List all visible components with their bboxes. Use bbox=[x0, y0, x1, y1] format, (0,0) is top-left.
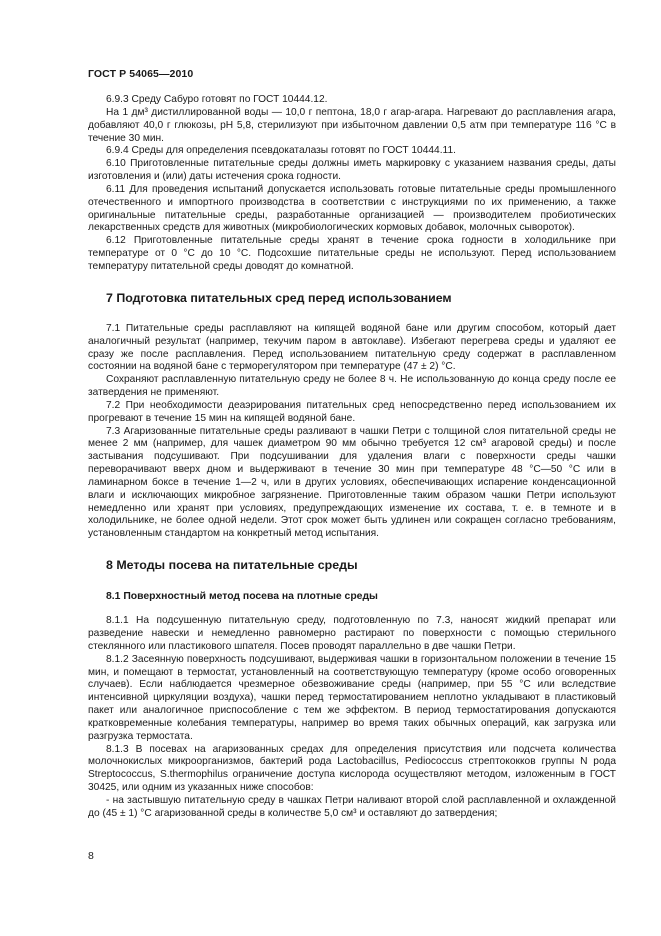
section-8-1-heading: 8.1 Поверхностный метод посева на плотные среды bbox=[106, 591, 378, 603]
paragraph-7-1-storage: Сохраняют расплавленную питательную среду не более 8 ч. Не использованную до конца среду после ее затвердения не применяют. bbox=[88, 374, 616, 399]
section-8-heading: 8 Методы посева на питательные среды bbox=[106, 558, 358, 573]
paragraph-7-1: 7.1 Питательные среды расплавляют на кипящей водяной бане или другим способом, который дает аналогичный результат (например, текучим паром в автоклаве). Избегают перегрева среды и удаляют ее сразу же после расплавления. Перед использованием питательную среду содержат в расплавленном состоянии на водяной бане с терморегулятором при температуре (47 ± 2) °С. bbox=[88, 322, 616, 373]
paragraph-8-1-3-method-a: - на застывшую питательную среду в чашках Петри наливают второй слой расплавленной и охлажденной до (45 ± 1) °С агаризованной среды в количестве 5,0 см³ и оставляют до затвердения; bbox=[88, 794, 616, 819]
paragraph-6-12: 6.12 Приготовленные питательные среды хранят в течение срока годности в холодильнике при температуре от 0 °С до 10 °С. Подсохшие питательные среды не используют. Перед использованием температуру питательной среды доводят до комнатной. bbox=[88, 235, 616, 272]
document-body bbox=[88, 94, 616, 821]
paragraph-6-10: 6.10 Приготовленные питательные среды должны иметь маркировку с указанием названия среды, даты изготовления и (или) даты истечения срока годности. bbox=[88, 158, 616, 183]
paragraph-6-9-3: 6.9.3 Среду Сабуро готовят по ГОСТ 10444.12. bbox=[106, 94, 328, 105]
document-header: ГОСТ Р 54065—2010 bbox=[88, 68, 194, 80]
paragraph-7-3: 7.3 Агаризованные питательные среды разливают в чашки Петри с толщиной слоя питательной среды не менее 2 мм (например, для чашек диаметром 90 мм обычно требуется 12 см³ агаровой среды) и после застывания подсушивают. При подсушивании для удаления влаги с поверхности среды чашки переворачивают вверх дном и выдерживают в течение 30 мин при температуре 48 °С—50 °С или в ламинарном боксе в течение 1—2 ч, или в других условиях, обеспечивающих испарение конденсационной влаги и исключающих микробное загрязнение. Приготовленные таким образом чашки Петри используют немедленно или хранят при условиях, предупреждающих изменение их состава, т. е. в темноте и в холодильнике, не более одной недели. Этот срок может быть удлинен или сокращен согласно требованиям, установленным стандартом на конкретный метод испытания. bbox=[88, 425, 616, 540]
paragraph-8-1-3: 8.1.3 В посевах на агаризованных средах для определения присутствия или подсчета количества молочнокислых микроорганизмов, бактерий рода Lactobacillus, Pediococcus стрептококков группы N рода Streptococcus, S.thermophilus ограничение доступа кислорода осуществляют методом, изложенным в ГОСТ 30425, или одним из указанных ниже способов: bbox=[88, 743, 616, 794]
paragraph-8-1-1: 8.1.1 На подсушенную питательную среду, подготовленную по 7.3, наносят жидкий препарат или разведение навески и немедленно равномерно растирают по поверхности с помощью стерильного стеклянного или пластикового шпателя. Посев проводят параллельно в две чашки Петри. bbox=[88, 615, 616, 652]
section-7-heading: 7 Подготовка питательных сред перед использованием bbox=[106, 290, 452, 305]
paragraph-8-1-2: 8.1.2 Засеянную поверхность подсушивают, выдерживая чашки в горизонтальном положении в течение 15 мин, и помещают в термостат, установленный на соответствующую температуру (кроме особо оговоренных случаев). Если наблюдается чрезмерное обезвоживание среды (например, при 55 °С или вследствие интенсивной циркуляции воздуха), чашки перед термостатированием неплотно укладывают в пластиковый пакет или аналогичное приспособление с тем же эффектом. В период термостатирования допускаются кратковременные колебания температуры, например во время таких обычных операций, как загрузка или разгрузка термостата. bbox=[88, 653, 616, 742]
paragraph-7-2: 7.2 При необходимости деаэрирования питательных сред непосредственно перед использованием их прогревают в течение 15 мин на кипящей водяной бане. bbox=[88, 399, 616, 424]
page-number: 8 bbox=[88, 850, 94, 862]
paragraph-6-11: 6.11 Для проведения испытаний допускается использовать готовые питательные среды промышленного отечественного и импортного производства в соответствии с инструкциями по их применению, а также оригинальные питательные среды, разработанные организацией — производителем пробиотических лекарственных средств для животных (микробиологических кормовых добавок, молочных сывороток). bbox=[88, 183, 616, 234]
paragraph-6-9-4: 6.9.4 Среды для определения псевдокаталазы готовят по ГОСТ 10444.11. bbox=[106, 145, 456, 157]
paragraph-6-9-3-recipe: На 1 дм³ дистиллированной воды — 10,0 г пептона, 18,0 г агар-агара. Нагревают до расплавления агара, добавляют 40,0 г глюкозы, рН 5,8, стерилизуют при избыточном давлении 0,5 атм при температуре 116 °С в течение 30 мин. bbox=[88, 106, 616, 144]
